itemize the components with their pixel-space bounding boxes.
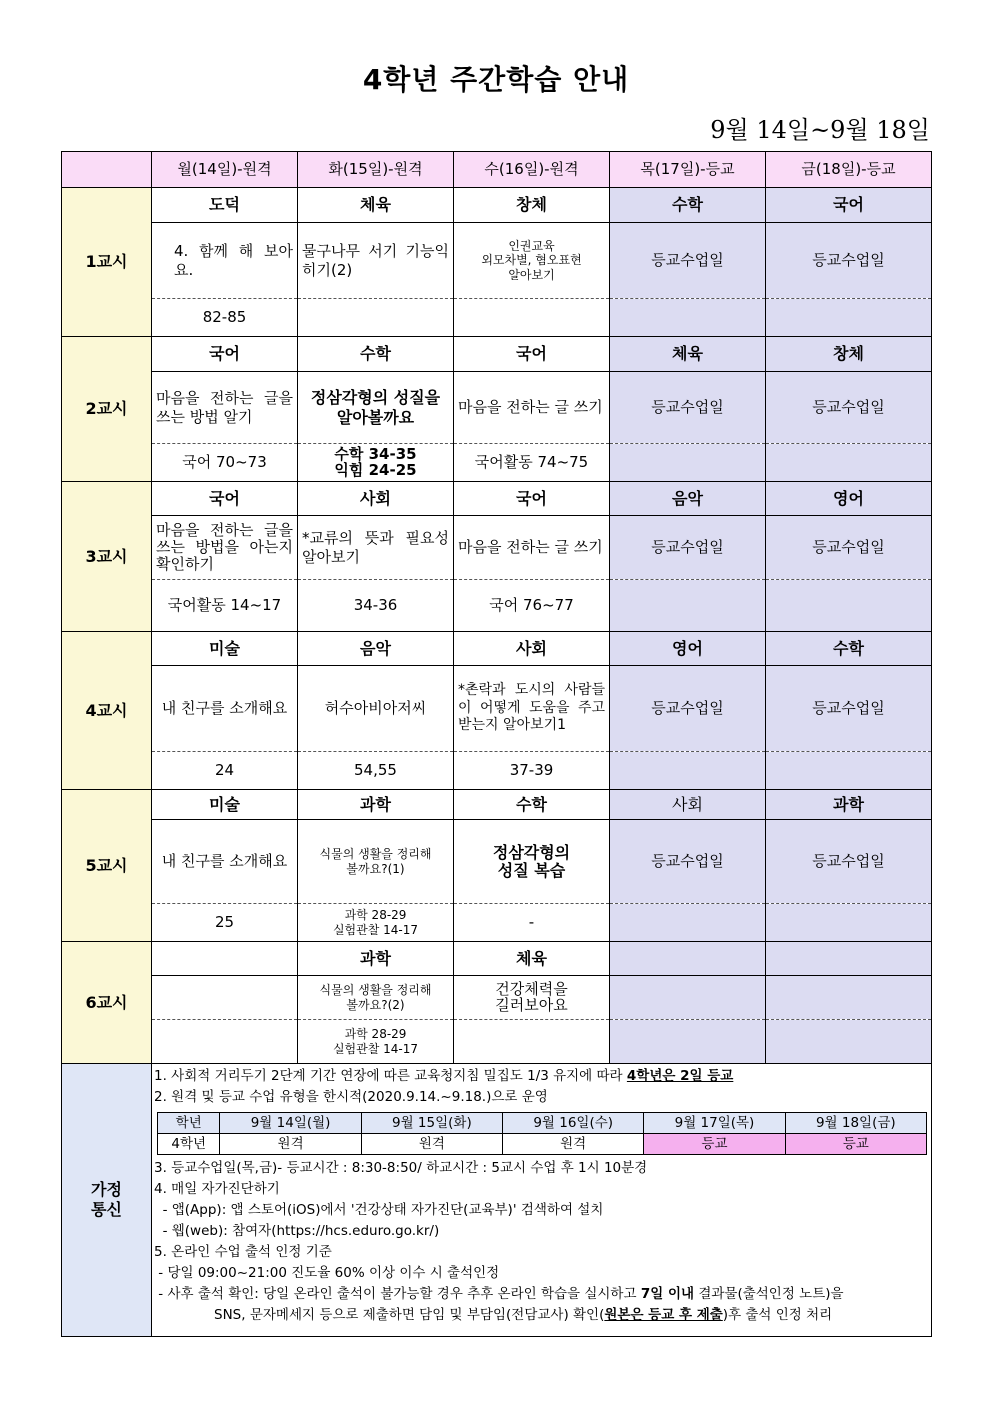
p6-pages	[454, 1020, 610, 1064]
p6-subject	[610, 942, 766, 976]
attendance-header-cell: 9월 15일(화)	[361, 1113, 502, 1134]
attendance-cell: 원격	[220, 1134, 361, 1155]
p1-pages	[298, 299, 454, 337]
p5-subject: 수학	[454, 790, 610, 820]
p3-content: 마음을 전하는 글 쓰기	[454, 516, 610, 580]
p5-subject-row	[62, 790, 932, 820]
p5-subject: 사회	[610, 790, 766, 820]
p3-subject: 사회	[298, 482, 454, 516]
p6-content	[610, 976, 766, 1020]
p3-content: 등교수업일	[610, 516, 766, 580]
p3-subject: 국어	[152, 482, 298, 516]
p6-pages	[766, 1020, 932, 1064]
p2-subject-row	[62, 337, 932, 372]
p4-content: 등교수업일	[766, 666, 932, 752]
p6-subject	[152, 942, 298, 976]
weekly-schedule-table	[61, 151, 932, 1337]
p1-pages	[766, 299, 932, 337]
p4-pages	[610, 752, 766, 790]
p4-subject: 영어	[610, 632, 766, 666]
p1-subject: 수학	[610, 188, 766, 223]
p3-subject: 국어	[454, 482, 610, 516]
p3-pages-row	[62, 580, 932, 632]
p6-content: 건강체력을 길러보아요	[454, 976, 610, 1020]
attendance-value-row	[158, 1134, 927, 1155]
attendance-mode-table	[157, 1112, 927, 1155]
p5-content-row	[62, 820, 932, 904]
p6-pages-row	[62, 1020, 932, 1064]
p2-pages	[766, 444, 932, 482]
p5-pages: 과학 28-29 실험관찰 14-17	[298, 904, 454, 942]
notes-line-5: 5. 온라인 수업 출석 인정 기준	[154, 1244, 332, 1260]
p6-pages: 과학 28-29 실험관찰 14-17	[298, 1020, 454, 1064]
p1-content: 등교수업일	[766, 223, 932, 299]
p1-subject: 도덕	[152, 188, 298, 223]
p3-content: 등교수업일	[766, 516, 932, 580]
p5-pages: -	[454, 904, 610, 942]
p5-content: 등교수업일	[610, 820, 766, 904]
p6-subject-row	[62, 942, 932, 976]
p1-content: 등교수업일	[610, 223, 766, 299]
p2-pages: 국어활동 74~75	[454, 444, 610, 482]
p6-content: 식물의 생활을 정리해 볼까요?(2)	[298, 976, 454, 1020]
period-5-label: 5교시	[62, 790, 152, 942]
p6-pages	[610, 1020, 766, 1064]
p2-content: 마음을 전하는 글을 쓰는 방법 알기	[152, 372, 298, 444]
notes-line-1: 1. 사회적 거리두기 2단계 기간 연장에 따른 교육청지침 밀집도 1/3 유지에 따라 4학년은 2일 등교	[154, 1068, 734, 1084]
p2-subject: 수학	[298, 337, 454, 372]
p6-pages	[152, 1020, 298, 1064]
p4-subject: 음악	[298, 632, 454, 666]
p5-subject: 과학	[298, 790, 454, 820]
p1-subject: 창체	[454, 188, 610, 223]
day-mon: 월(14일)-원격	[152, 152, 298, 188]
notes-line-2: 2. 원격 및 등교 수업 유형을 한시적(2020.9.14.~9.18.)으로 운영	[154, 1089, 548, 1105]
period-1-label: 1교시	[62, 188, 152, 337]
p6-content	[766, 976, 932, 1020]
p1-pages: 82-85	[152, 299, 298, 337]
p2-subject: 창체	[766, 337, 932, 372]
p5-content: 등교수업일	[766, 820, 932, 904]
home-notes-content	[152, 1064, 932, 1337]
p1-subject: 체육	[298, 188, 454, 223]
p5-subject: 미술	[152, 790, 298, 820]
p4-content: *촌락과 도시의 사람들이 어떻게 도움을 주고 받는지 알아보기1	[454, 666, 610, 752]
p1-pages	[454, 299, 610, 337]
p4-content-row	[62, 666, 932, 752]
day-header-row	[62, 152, 932, 188]
p3-pages	[610, 580, 766, 632]
p3-subject: 음악	[610, 482, 766, 516]
p1-content: 인권교육 외모차별, 혐오표현 알아보기	[454, 223, 610, 299]
p4-pages: 37-39	[454, 752, 610, 790]
attendance-cell: 4학년	[158, 1134, 220, 1155]
p1-pages-row	[62, 299, 932, 337]
p5-content: 정삼각형의 성질 복습	[454, 820, 610, 904]
attendance-header-cell: 9월 18일(금)	[785, 1113, 926, 1134]
attendance-header-cell: 9월 14일(월)	[220, 1113, 361, 1134]
p4-pages: 54,55	[298, 752, 454, 790]
p3-subject-row	[62, 482, 932, 516]
period-6-label: 6교시	[62, 942, 152, 1064]
notes-line-3: 3. 등교수업일(목,금)- 등교시간 : 8:30-8:50/ 하교시간 : 5교시 수업 후 1시 10분경	[154, 1160, 648, 1176]
p3-subject: 영어	[766, 482, 932, 516]
home-notes-row	[62, 1064, 932, 1337]
p1-content: 물구나무 서기 기능익히기(2)	[298, 223, 454, 299]
p2-subject: 국어	[152, 337, 298, 372]
attendance-header-cell: 학년	[158, 1113, 220, 1134]
p2-pages-row	[62, 444, 932, 482]
p1-content-row	[62, 223, 932, 299]
p2-pages: 국어 70~73	[152, 444, 298, 482]
p5-pages	[766, 904, 932, 942]
p4-subject-row	[62, 632, 932, 666]
notes-line-4: 4. 매일 자가진단하기	[154, 1181, 280, 1197]
p4-content: 허수아비아저씨	[298, 666, 454, 752]
p5-pages-row	[62, 904, 932, 942]
home-notes-label: 가정 통신	[62, 1064, 152, 1337]
p6-subject	[766, 942, 932, 976]
period-3-label: 3교시	[62, 482, 152, 632]
p2-content: 등교수업일	[610, 372, 766, 444]
attendance-header-row	[158, 1113, 927, 1134]
period-4-label: 4교시	[62, 632, 152, 790]
day-thu: 목(17일)-등교	[610, 152, 766, 188]
p6-content	[152, 976, 298, 1020]
notes-line-5a: - 당일 09:00~21:00 진도율 60% 이상 이수 시 출석인정	[154, 1265, 500, 1281]
p1-content: 4. 함께 해 보아요.	[152, 223, 298, 299]
p3-pages: 국어 76~77	[454, 580, 610, 632]
p2-content: 등교수업일	[766, 372, 932, 444]
p2-content: 정삼각형의 성질을 알아볼까요	[298, 372, 454, 444]
p3-pages: 국어활동 14~17	[152, 580, 298, 632]
p3-content-row	[62, 516, 932, 580]
p4-pages: 24	[152, 752, 298, 790]
attendance-header-cell: 9월 17일(목)	[644, 1113, 785, 1134]
p3-pages: 34-36	[298, 580, 454, 632]
p3-content: *교류의 뜻과 필요성 알아보기	[298, 516, 454, 580]
p4-subject: 미술	[152, 632, 298, 666]
attendance-cell: 원격	[361, 1134, 502, 1155]
notes-line-4a: - 앱(App): 앱 스토어(iOS)에서 '건강상태 자가진단(교육부)' 검색하여 설치	[154, 1202, 604, 1218]
p2-pages: 수학 34-35 익힘 24-25	[298, 444, 454, 482]
p4-subject: 수학	[766, 632, 932, 666]
p4-pages	[766, 752, 932, 790]
p4-content: 내 친구를 소개해요	[152, 666, 298, 752]
p6-subject: 과학	[298, 942, 454, 976]
notes-line-5c: SNS, 문자메세지 등으로 제출하면 담임 및 부담임(전담교사) 확인(원본은 등교 후 제출)후 출석 인정 처리	[214, 1307, 833, 1323]
attendance-header-cell: 9월 16일(수)	[503, 1113, 644, 1134]
page-title: 4학년 주간학습 안내	[362, 63, 630, 96]
period-2-label: 2교시	[62, 337, 152, 482]
corner-cell	[62, 152, 152, 188]
p6-content-row	[62, 976, 932, 1020]
p6-subject: 체육	[454, 942, 610, 976]
day-tue: 화(15일)-원격	[298, 152, 454, 188]
p1-pages	[610, 299, 766, 337]
attendance-cell: 등교	[785, 1134, 926, 1155]
notes-line-4b: - 웹(web): 참여자(https://hcs.eduro.go.kr/)	[154, 1223, 440, 1239]
p2-content: 마음을 전하는 글 쓰기	[454, 372, 610, 444]
p4-subject: 사회	[454, 632, 610, 666]
p1-subject: 국어	[766, 188, 932, 223]
p1-subject-row	[62, 188, 932, 223]
p3-content: 마음을 전하는 글을 쓰는 방법을 아는지 확인하기	[152, 516, 298, 580]
p5-pages	[610, 904, 766, 942]
p2-pages	[610, 444, 766, 482]
day-wed: 수(16일)-원격	[454, 152, 610, 188]
p5-pages: 25	[152, 904, 298, 942]
attendance-cell: 원격	[503, 1134, 644, 1155]
attendance-cell: 등교	[644, 1134, 785, 1155]
p5-content: 내 친구를 소개해요	[152, 820, 298, 904]
p2-subject: 체육	[610, 337, 766, 372]
p3-pages	[766, 580, 932, 632]
p4-pages-row	[62, 752, 932, 790]
p2-subject: 국어	[454, 337, 610, 372]
day-fri: 금(18일)-등교	[766, 152, 932, 188]
p5-content: 식물의 생활을 정리해 볼까요?(1)	[298, 820, 454, 904]
p5-subject: 과학	[766, 790, 932, 820]
p4-content: 등교수업일	[610, 666, 766, 752]
week-dates: 9월 14일~9월 18일	[710, 116, 930, 144]
p2-content-row	[62, 372, 932, 444]
notes-line-5b: - 사후 출석 확인: 당일 온라인 출석이 불가능할 경우 추후 온라인 학습을 실시하고 7일 이내 결과물(출석인정 노트)을	[154, 1286, 844, 1302]
